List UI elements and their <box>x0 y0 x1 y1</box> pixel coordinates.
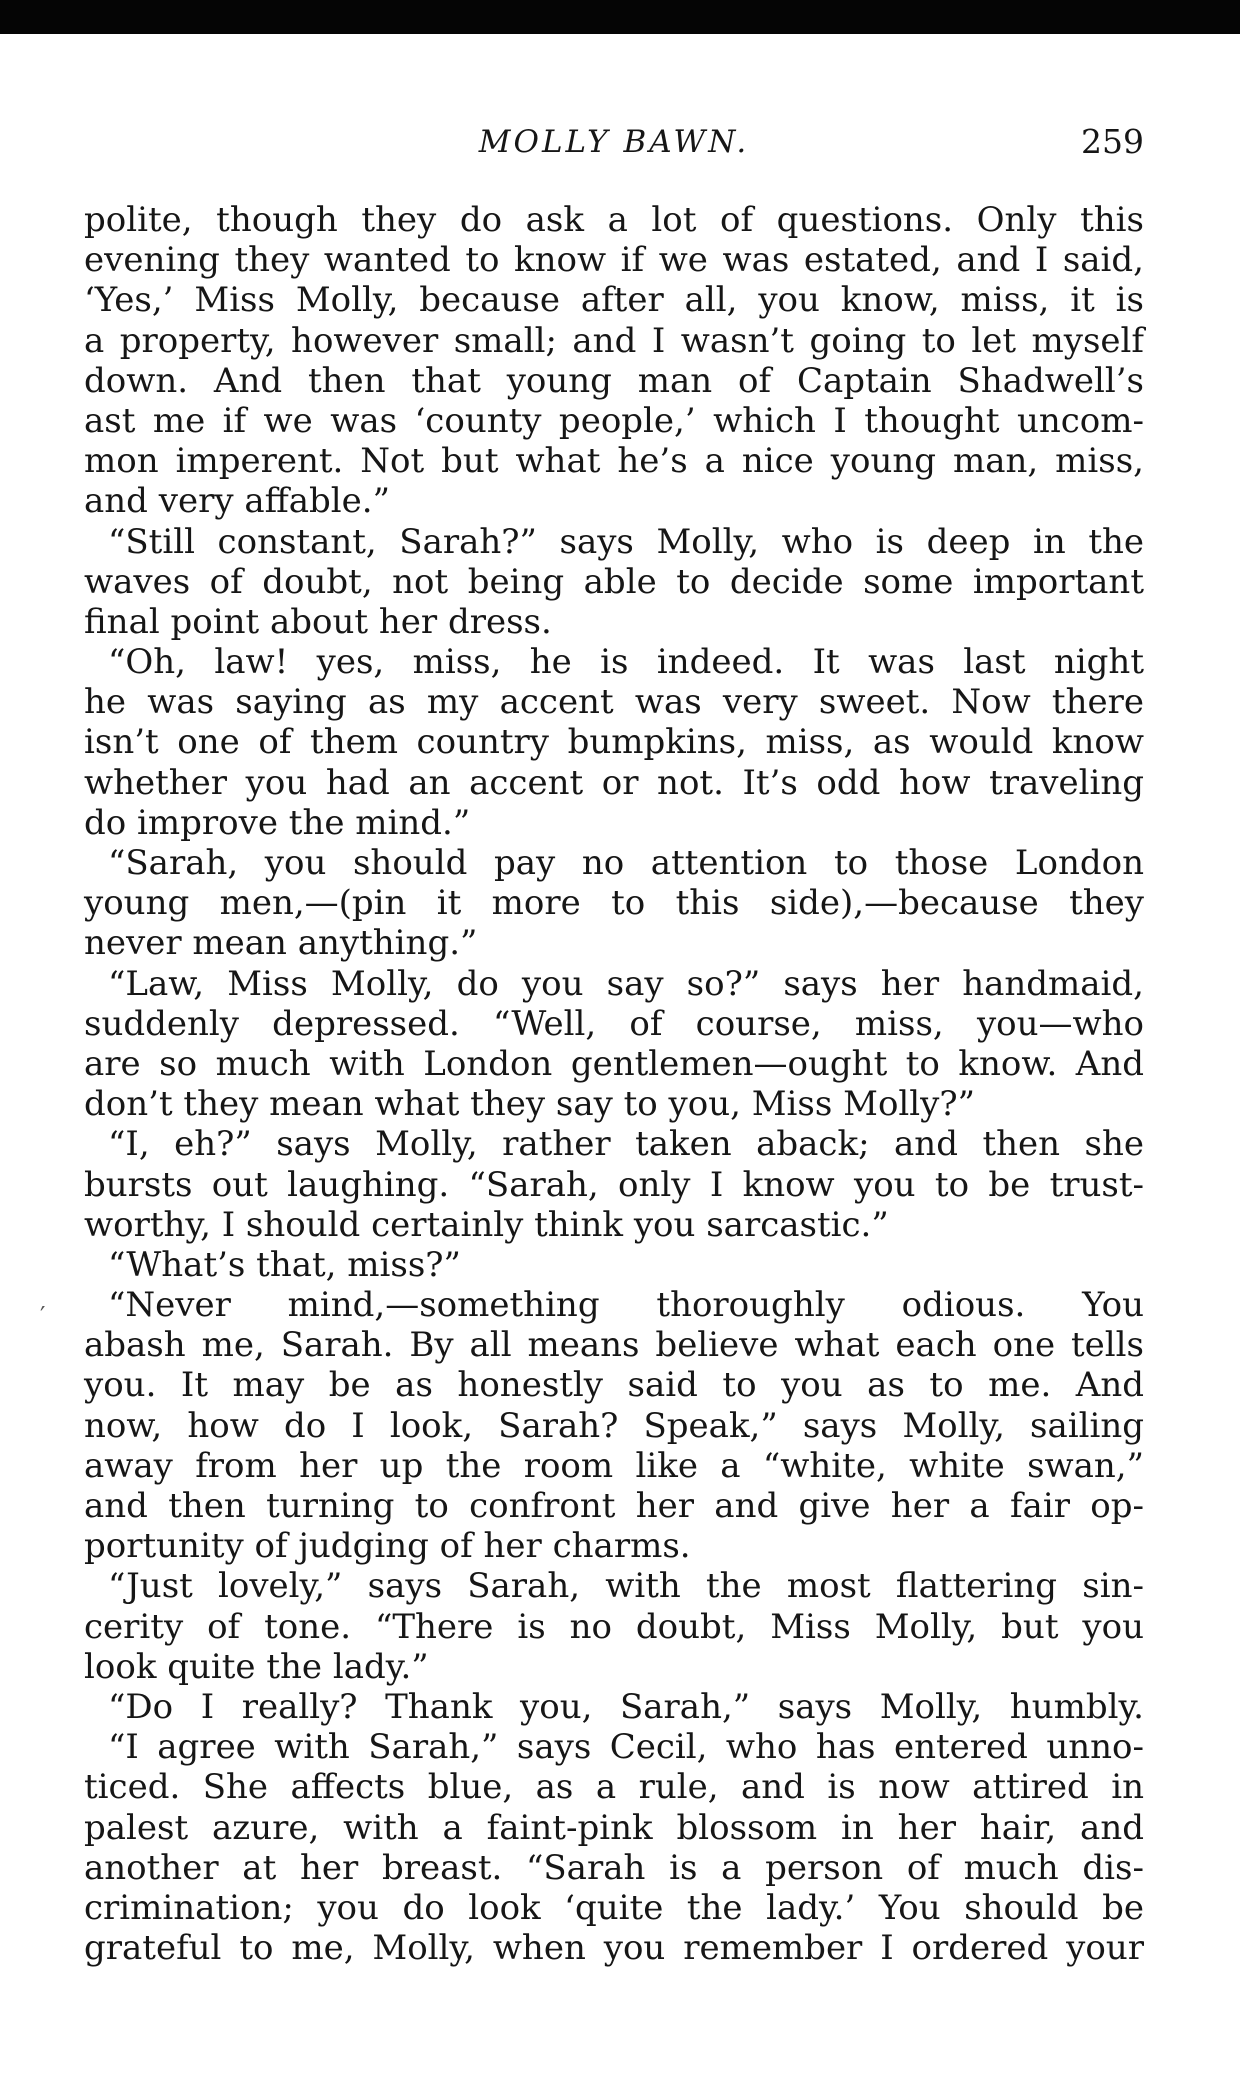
text-line: never mean anything.” <box>84 923 478 964</box>
text-line: isn’t one of them country bumpkins, miss, as would know <box>84 722 1144 763</box>
text-line: cerity of tone. “There is no doubt, Miss Molly, but you <box>84 1606 1144 1647</box>
text-line: don’t they mean what they say to you, Miss Molly?” <box>84 1084 975 1125</box>
text-line: whether you had an accent or not. It’s odd how traveling <box>84 762 1144 803</box>
text-line: down. And then that young man of Captain Shadwell’s <box>84 360 1144 401</box>
text-line: polite, though they do ask a lot of questions. Only this <box>84 200 1144 240</box>
text-line: now, how do I look, Sarah? Speak,” says Molly, sailing <box>84 1405 1144 1446</box>
page-number: 259 <box>1081 122 1144 161</box>
text-line: bursts out laughing. “Sarah, only I know you to be trust- <box>84 1164 1144 1205</box>
text-line: final point about her dress. <box>84 601 552 642</box>
text-line: you. It may be as honestly said to you as to me. And <box>84 1365 1144 1406</box>
text-line: ‘Yes,’ Miss Molly, because after all, you know, miss, it is <box>84 280 1144 321</box>
text-line: worthy, I should certainly think you sarcastic.” <box>84 1204 889 1245</box>
text-line: are so much with London gentlemen—ought to know. And <box>84 1043 1144 1084</box>
body-text <box>84 200 1144 1968</box>
text-line: “I agree with Sarah,” says Cecil, who has entered unno- <box>108 1727 1144 1768</box>
text-line: palest azure, with a faint-pink blossom in her hair, and <box>84 1807 1144 1848</box>
text-line: and then turning to confront her and give her a fair op- <box>84 1486 1144 1526</box>
text-line: grateful to me, Molly, when you remember I ordered your <box>84 1928 1144 1969</box>
text-line: abash me, Sarah. By all means believe what each one tells <box>84 1325 1144 1366</box>
top-border <box>0 0 1240 34</box>
text-line: “Law, Miss Molly, do you say so?” says her handmaid, <box>108 963 1144 1004</box>
text-line: suddenly depressed. “Well, of course, miss, you—who <box>84 1003 1144 1044</box>
text-line: mon imperent. Not but what he’s a nice young man, miss, <box>84 441 1144 482</box>
text-line: “Do I really? Thank you, Sarah,” says Molly, humbly. <box>108 1686 1144 1727</box>
text-line: “Just lovely,” says Sarah, with the most flattering sin- <box>108 1566 1144 1607</box>
margin-mark: ′ <box>40 1302 46 1330</box>
text-line: ast me if we was ‘county people,’ which I thought uncom- <box>84 400 1144 441</box>
text-line: “Sarah, you should pay no attention to those London <box>108 843 1144 883</box>
text-line: crimination; you do look ‘quite the lady.’ You should be <box>84 1887 1144 1928</box>
text-line: and very affable.” <box>84 481 390 522</box>
text-line: away from her up the room like a “white, white swan,” <box>84 1445 1144 1486</box>
text-line: evening they wanted to know if we was estated, and I said, <box>84 240 1144 281</box>
text-line: ticed. She affects blue, as a rule, and is now attired in <box>84 1767 1144 1808</box>
text-line: another at her breast. “Sarah is a person of much dis- <box>84 1847 1144 1888</box>
text-line: “I, eh?” says Molly, rather taken aback; and then she <box>108 1124 1144 1165</box>
text-line: do improve the mind.” <box>84 802 471 843</box>
text-line: look quite the lady.” <box>84 1646 429 1687</box>
text-line: he was saying as my accent was very sweet. Now there <box>84 682 1144 723</box>
text-line: “Oh, law! yes, miss, he is indeed. It was last night <box>108 642 1144 683</box>
text-line: young men,—(pin it more to this side),—because they <box>84 883 1144 924</box>
text-line: “Still constant, Sarah?” says Molly, who is deep in the <box>108 521 1144 562</box>
text-line: a property, however small; and I wasn’t going to let myself <box>84 320 1144 361</box>
page-header <box>84 122 1144 172</box>
text-line: “Never mind,—something thoroughly odious. You <box>108 1285 1144 1326</box>
text-line: waves of doubt, not being able to decide some important <box>84 561 1144 602</box>
text-line: “What’s that, miss?” <box>108 1244 461 1285</box>
running-title: MOLLY BAWN. <box>478 124 750 160</box>
text-line: portunity of judging of her charms. <box>84 1526 691 1567</box>
